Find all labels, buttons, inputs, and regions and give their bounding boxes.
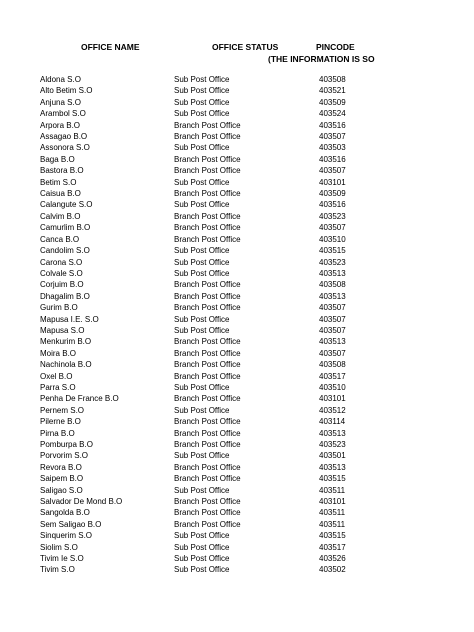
office-name-cell: Moira B.O [40,348,77,358]
pincode-cell: 403101 [319,177,346,187]
table-row [0,382,474,393]
pincode-cell: 403513 [319,291,346,301]
table-row [0,371,474,382]
pincode-cell: 403515 [319,474,346,484]
office-name-cell: Porvorim S.O [40,451,89,461]
office-name-cell: Nachinola B.O [40,360,92,370]
table-row [0,188,474,199]
pincode-cell: 403524 [319,109,346,119]
office-name-cell: Canca B.O [40,234,80,244]
table-row [0,74,474,85]
pincode-cell: 403511 [319,508,346,518]
table-row [0,302,474,313]
office-name-cell: Tivim S.O [40,565,75,575]
office-name-cell: Salvador De Mond B.O [40,497,123,507]
table-row [0,507,474,518]
table-row [0,291,474,302]
pincode-cell: 403501 [319,451,346,461]
table-row [0,416,474,427]
header-pincode: PINCODE [316,42,355,52]
table-row [0,405,474,416]
table-row [0,359,474,370]
pincode-cell: 403510 [319,382,346,392]
pincode-cell: 403513 [319,428,346,438]
office-status-cell: Sub Post Office [174,314,230,324]
table-row [0,553,474,564]
office-status-cell: Sub Post Office [174,485,230,495]
pincode-cell: 403513 [319,268,346,278]
pincode-cell: 403516 [319,154,346,164]
office-name-cell: Colvale S.O [40,268,83,278]
office-name-cell: Mapusa I.E. S.O [40,314,99,324]
table-row [0,530,474,541]
pincode-cell: 403507 [319,325,346,335]
pincode-cell: 403513 [319,337,346,347]
office-name-cell: Bastora B.O [40,166,84,176]
table-row [0,393,474,404]
office-name-cell: Corjuim B.O [40,280,84,290]
office-status-cell: Sub Post Office [174,97,230,107]
office-name-cell: Calangute S.O [40,200,93,210]
office-status-cell: Sub Post Office [174,109,230,119]
table-row [0,564,474,575]
office-status-cell: Branch Post Office [174,234,241,244]
office-status-cell: Branch Post Office [174,337,241,347]
office-status-cell: Branch Post Office [174,223,241,233]
office-status-cell: Branch Post Office [174,360,241,370]
office-status-cell: Sub Post Office [174,246,230,256]
office-name-cell: Gurim B.O [40,303,78,313]
table-row [0,154,474,165]
pincode-cell: 403101 [319,497,346,507]
office-name-cell: Sangolda B.O [40,508,90,518]
table-row [0,120,474,131]
pincode-cell: 403507 [319,314,346,324]
table-row [0,450,474,461]
table-row [0,257,474,268]
office-status-cell: Branch Post Office [174,371,241,381]
office-name-cell: Calvim B.O [40,211,81,221]
office-status-cell: Sub Post Office [174,75,230,84]
office-status-cell: Branch Post Office [174,132,241,142]
office-name-cell: Camurlim B.O [40,223,91,233]
table-row [0,279,474,290]
table-row [0,439,474,450]
table-row [0,268,474,279]
office-status-cell: Sub Post Office [174,554,230,564]
pincode-cell: 403523 [319,440,346,449]
office-status-cell: Branch Post Office [174,440,241,449]
office-name-cell: Betim S.O [40,177,77,187]
table-row [0,336,474,347]
pincode-cell: 403526 [319,554,346,564]
table-row [0,245,474,256]
pincode-cell: 403521 [319,86,346,96]
office-name-cell: Alto Betim S.O [40,86,93,96]
pincode-cell: 403507 [319,348,346,358]
office-status-cell: Sub Post Office [174,565,230,575]
office-name-cell: Saligao S.O [40,485,83,495]
office-name-cell: Assagao B.O [40,132,88,142]
pincode-cell: 403508 [319,280,346,290]
office-name-cell: Dhagalim B.O [40,291,90,301]
pincode-cell: 403507 [319,166,346,176]
table-row [0,325,474,336]
office-name-cell: Caisua B.O [40,189,81,199]
pincode-cell: 403509 [319,97,346,107]
pincode-cell: 403515 [319,531,346,541]
table-row [0,165,474,176]
table-row [0,131,474,142]
pincode-cell: 403507 [319,132,346,142]
office-name-cell: Pilerne B.O [40,417,81,427]
table-row [0,542,474,553]
office-status-cell: Branch Post Office [174,211,241,221]
office-name-cell: Penha De France B.O [40,394,119,404]
office-name-cell: Arambol S.O [40,109,86,119]
office-status-cell: Branch Post Office [174,474,241,484]
table-row [0,473,474,484]
pincode-cell: 403511 [319,519,346,529]
table-row [0,234,474,245]
office-name-cell: Baga B.O [40,154,75,164]
office-status-cell: Branch Post Office [174,189,241,199]
table-row [0,462,474,473]
office-status-cell: Branch Post Office [174,497,241,507]
office-name-cell: Arpora B.O [40,120,81,130]
pincode-cell: 403503 [319,143,346,153]
office-status-cell: Branch Post Office [174,519,241,529]
office-name-cell: Sinquerim S.O [40,531,93,541]
office-status-cell: Sub Post Office [174,177,230,187]
table-row [0,348,474,359]
table-row [0,485,474,496]
office-name-cell: Aldona S.O [40,75,81,84]
table-row [0,222,474,233]
office-status-cell: Branch Post Office [174,303,241,313]
office-status-cell: Branch Post Office [174,394,241,404]
office-status-cell: Branch Post Office [174,291,241,301]
pincode-cell: 403523 [319,257,346,267]
office-status-cell: Sub Post Office [174,325,230,335]
office-name-cell: Siolim S.O [40,542,78,552]
pincode-cell: 403523 [319,211,346,221]
office-status-cell: Sub Post Office [174,200,230,210]
table-row [0,142,474,153]
office-status-cell: Branch Post Office [174,120,241,130]
office-name-cell: Pirna B.O [40,428,75,438]
table-row [0,314,474,325]
office-status-cell: Sub Post Office [174,451,230,461]
office-status-cell: Branch Post Office [174,348,241,358]
office-name-cell: Pomburpa B.O [40,440,93,449]
office-name-cell: Mapusa S.O [40,325,85,335]
table-row [0,211,474,222]
pincode-cell: 403516 [319,200,346,210]
office-status-cell: Branch Post Office [174,166,241,176]
header-office-status: OFFICE STATUS [212,42,279,52]
office-status-cell: Sub Post Office [174,542,230,552]
pincode-cell: 403512 [319,405,346,415]
table-row [0,97,474,108]
office-name-cell: Tivim Ie S.O [40,554,84,564]
office-status-cell: Sub Post Office [174,382,230,392]
office-status-cell: Branch Post Office [174,417,241,427]
office-name-cell: Revora B.O [40,462,82,472]
pincode-cell: 403516 [319,120,346,130]
pincode-cell: 403507 [319,223,346,233]
office-status-cell: Sub Post Office [174,86,230,96]
pincode-cell: 403517 [319,542,346,552]
office-status-cell: Branch Post Office [174,280,241,290]
pincode-cell: 403114 [319,417,346,427]
office-name-cell: Candolim S.O [40,246,90,256]
office-status-cell: Sub Post Office [174,257,230,267]
office-name-cell: Assonora S.O [40,143,90,153]
pincode-cell: 403513 [319,462,346,472]
table-row [0,199,474,210]
pincode-cell: 403510 [319,234,346,244]
pincode-cell: 403508 [319,75,346,84]
office-name-cell: Carona S.O [40,257,83,267]
office-name-cell: Saipem B.O [40,474,84,484]
office-status-cell: Branch Post Office [174,508,241,518]
pincode-cell: 403502 [319,565,346,575]
office-name-cell: Anjuna S.O [40,97,81,107]
office-name-cell: Menkurim B.O [40,337,92,347]
office-status-cell: Sub Post Office [174,531,230,541]
pincode-cell: 403511 [319,485,346,495]
header-note: (THE INFORMATION IS SO [268,54,375,64]
office-name-cell: Sem Saligao B.O [40,519,102,529]
office-status-cell: Sub Post Office [174,405,230,415]
office-name-cell: Pernem S.O [40,405,85,415]
office-status-cell: Sub Post Office [174,268,230,278]
table-row [0,177,474,188]
pincode-cell: 403507 [319,303,346,313]
pincode-cell: 403515 [319,246,346,256]
table-row [0,428,474,439]
table-row [0,85,474,96]
pincode-cell: 403508 [319,360,346,370]
pincode-cell: 403101 [319,394,346,404]
office-status-cell: Branch Post Office [174,154,241,164]
table-row [0,519,474,530]
office-name-cell: Parra S.O [40,382,76,392]
table-row [0,108,474,119]
office-status-cell: Branch Post Office [174,428,241,438]
pincode-cell: 403517 [319,371,346,381]
office-table [0,74,474,576]
header-office-name: OFFICE NAME [81,42,140,52]
table-row [0,496,474,507]
office-name-cell: Oxel B.O [40,371,73,381]
office-status-cell: Sub Post Office [174,143,230,153]
pincode-cell: 403509 [319,189,346,199]
office-status-cell: Branch Post Office [174,462,241,472]
